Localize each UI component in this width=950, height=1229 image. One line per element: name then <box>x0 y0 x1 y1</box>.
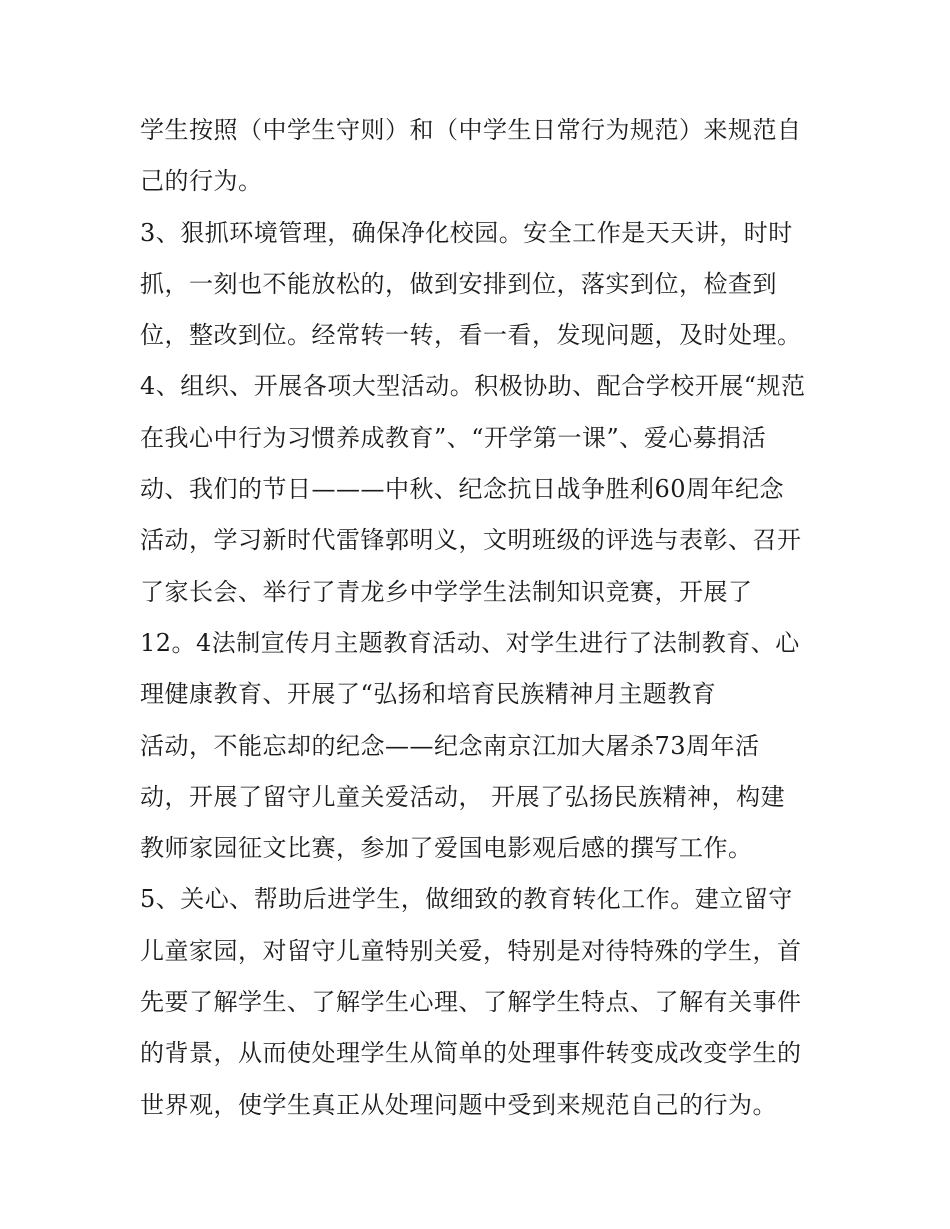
text-line-3: 3、狠抓环境管理，确保净化校园。安全工作是天天讲，时时 <box>140 218 793 247</box>
text-line-13: 活动，不能忘却的纪念——纪念南京江加大屠杀73周年活 <box>140 731 760 760</box>
text-line-14: 动，开展了留守儿童关爱活动， 开展了弘扬民族精神，构建 <box>140 782 786 811</box>
text-line-15: 教师家园征文比赛，参加了爱国电影观后感的撰写工作。 <box>140 834 753 863</box>
text-line-7: 在我心中行为习惯养成教育”、“开学第一课”、爱心募捐活 <box>140 423 767 452</box>
text-line-20: 世界观，使学生真正从处理问题中受到来规范自己的行为。 <box>140 1090 777 1119</box>
text-line-1: 学生按照（中学生守则）和（中学生日常行为规范）来规范自 <box>140 116 802 144</box>
text-line-16: 5、关心、帮助后进学生，做细致的教育转化工作。建立留守 <box>140 885 793 914</box>
text-line-12: 理健康教育、开展了“弘扬和培育民族精神月主题教育 <box>140 680 717 709</box>
text-line-5: 位，整改到位。经常转一转，看一看，发现问题，及时处理。 <box>140 321 802 350</box>
text-line-2: 己的行为。 <box>140 167 263 196</box>
text-line-10: 了家长会、举行了青龙乡中学学生法制知识竞赛，开展了 <box>140 577 753 606</box>
text-line-4: 抓，一刻也不能放松的，做到安排到位，落实到位，检查到 <box>140 269 777 298</box>
text-line-17: 儿童家园，对留守儿童特别关爱，特别是对待特殊的学生，首 <box>140 936 802 965</box>
text-line-6: 4、组织、开展各项大型活动。积极协助、配合学校开展“规范 <box>140 372 806 401</box>
text-line-11: 12。4法制宣传月主题教育活动、对学生进行了法制教育、心 <box>140 628 800 657</box>
document-body <box>140 105 830 1131</box>
text-line-9: 活动，学习新时代雷锋郭明义，文明班级的评选与表彰、召开 <box>140 526 802 555</box>
text-line-8: 动、我们的节日———中秋、纪念抗日战争胜利60周年纪念 <box>140 475 785 504</box>
text-line-18: 先要了解学生、了解学生心理、了解学生特点、了解有关事件 <box>140 988 802 1017</box>
text-line-19: 的背景，从而使处理学生从简单的处理事件转变成改变学生的 <box>140 1039 802 1068</box>
